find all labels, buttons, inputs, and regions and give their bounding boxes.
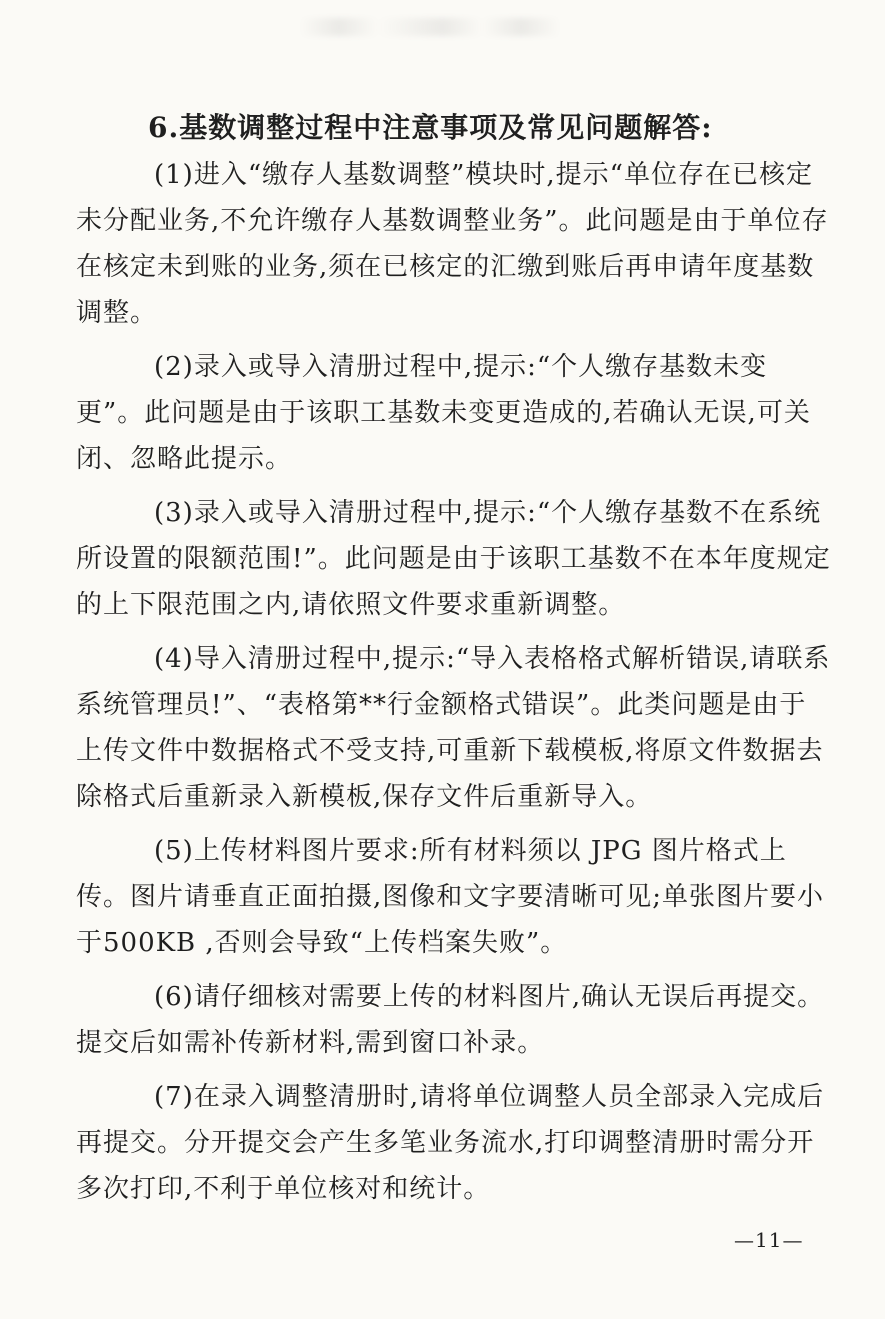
faq-item-5: (5)上传材料图片要求:所有材料须以 JPG 图片格式上传。图片请垂直正面拍摄,图像和文字要清晰可见;单张图片要小于500KB ,否则会导致“上传档案失败”。 [76, 836, 825, 958]
faq-item-3: (3)录入或导入清册过程中,提示:“个人缴存基数不在系统所设置的限额范围!”。此问题是由于该职工基数不在本年度规定的上下限范围之内,请依照文件要求重新调整。 [76, 498, 831, 620]
faq-item-2: (2)录入或导入清册过程中,提示:“个人缴存基数未变更”。此问题是由于该职工基数未变更造成的,若确认无误,可关闭、忽略此提示。 [76, 352, 811, 474]
faq-item-4: (4)导入清册过程中,提示:“导入表格格式解析错误,请联系系统管理员!”、“表格第**行金额格式错误”。此类问题是由于上传文件中数据格式不受支持,可重新下载模板,将原文件数据去除格式后重新录入新模板,保存文件后重新导入。 [76, 644, 831, 812]
faq-item-6: (6)请仔细核对需要上传的材料图片,确认无误后再提交。提交后如需补传新材料,需到窗口补录。 [76, 982, 825, 1058]
faq-item-7: (7)在录入调整清册时,请将单位调整人员全部录入完成后再提交。分开提交会产生多笔业务流水,打印调整清册时需分开多次打印,不利于单位核对和统计。 [76, 1082, 825, 1204]
document-body [76, 104, 832, 1212]
scan-artifact [300, 18, 560, 36]
page-number: —11— [734, 1228, 804, 1252]
section-heading: 6.基数调整过程中注意事项及常见问题解答: [148, 111, 713, 144]
faq-item-1: (1)进入“缴存人基数调整”模块时,提示“单位存在已核定未分配业务,不允许缴存人基数调整业务”。此问题是由于单位存在核定未到账的业务,须在已核定的汇缴到账后再申请年度基数调整。 [76, 160, 829, 328]
